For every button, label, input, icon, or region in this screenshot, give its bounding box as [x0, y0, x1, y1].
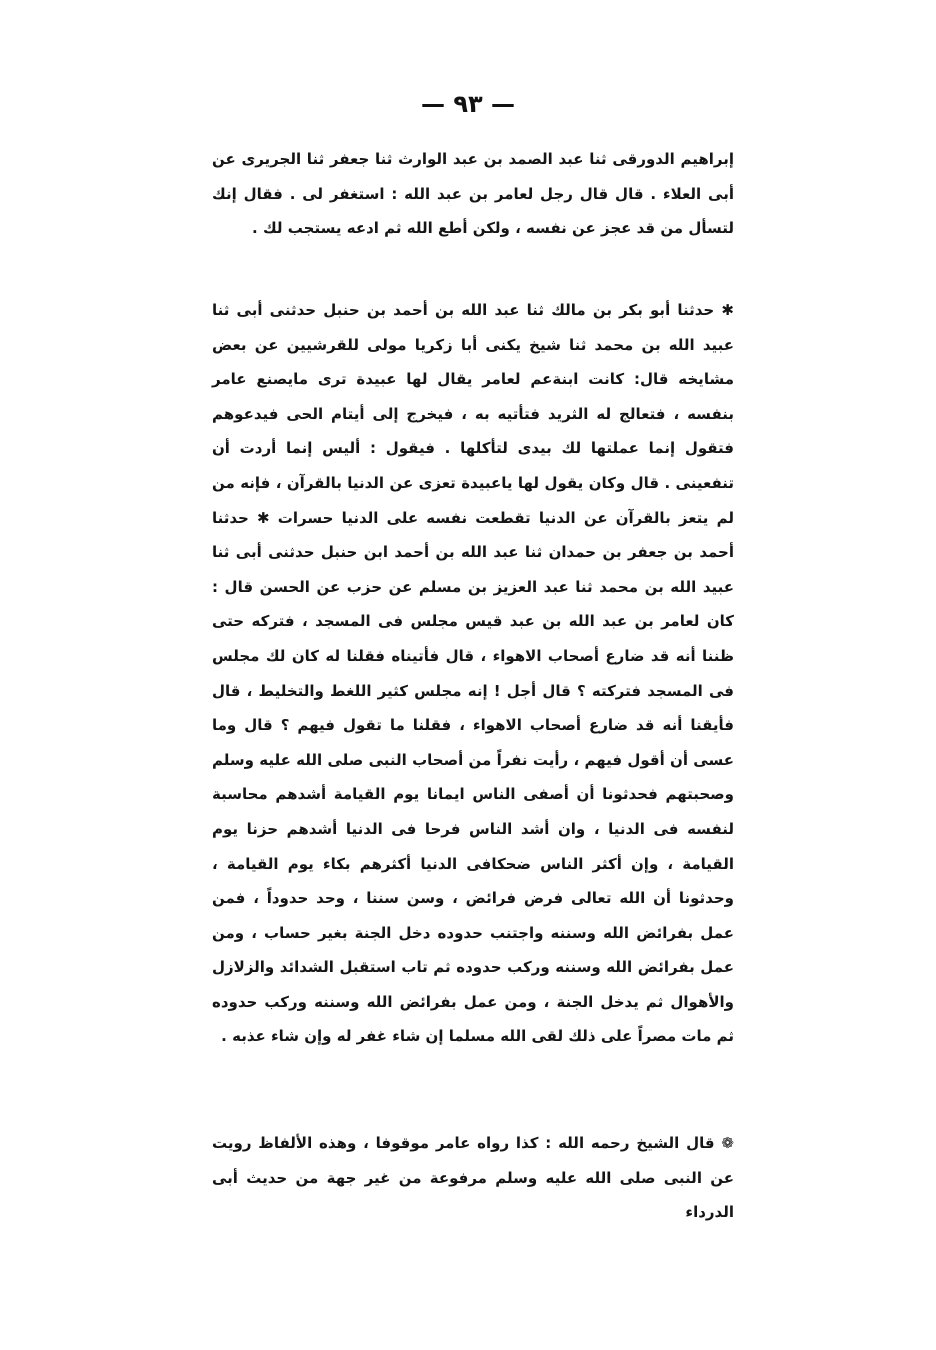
paragraph-3: [212, 1126, 734, 1230]
paragraph-1: إبراهيم الدورقى ثنا عبد الصمد بن عبد الوارث ثنا جعفر ثنا الجريرى عن أبى العلاء . قال قال رجل لعامر بن عبد الله : استغفر لى . فقال إنك لتسأل من قد عجز عن نفسه ، ولكن أطع الله ثم ادعه يستجب لك .: [212, 150, 734, 238]
paragraph-2: [212, 293, 734, 1054]
asterisk-ornament-icon: ✱: [721, 301, 734, 319]
page-number: — ٩٣ —: [420, 90, 515, 118]
paragraph-2-text: حدثنا أبو بكر بن مالك ثنا عبد الله بن أحمد بن حنبل حدثنى أبى ثنا عبيد الله بن محمد ثنا شيخ يكنى أبا زكريا مولى للقرشيين عن بعض مشايخه قال: كانت ابنةعم لعامر يقال لها عبيدة ترى مايصنع عامر بنفسه ، فتعالج له الثريد فتأتيه به ، فيخرج إلى أيتام الحى فيدعوهم فتقول إنما عملتها لك بيدى لتأكلها . فيقول : أليس إنما أردت أن تنفعينى . قال وكان يقول لها ياعبيدة تعزى عن الدنيا بالقرآن ، فإنه من لم يتعز بالقرآن عن الدنيا تقطعت نفسه على الدنيا حسرات ✱ حدثنا أحمد بن جعفر بن حمدان ثنا عبد الله بن أحمد ابن حنبل حدثنى أبى ثنا عبيد الله بن محمد ثنا عبد العزيز بن مسلم عن حزب عن الحسن قال : كان لعامر بن عبد الله بن عبد قيس مجلس فى المسجد ، فتركه حتى ظننا أنه قد ضارع أصحاب الاهواء ، قال فأتيناه فقلنا له كان لك مجلس فى المسجد فتركته ؟ قال أجل ! إنه مجلس كثير اللغط والتخليط ، قال فأيقنا أنه قد ضارع أصحاب الاهواء ، فقلنا ما تقول فيهم ؟ قال وما عسى أن أقول فيهم ، رأيت نفراً من أصحاب النبى صلى الله عليه وسلم وصحبتهم فحدثونا أن أصفى الناس ايمانا يوم القيامة أشدهم محاسبة لنفسه فى الدنيا ، وان أشد الناس فرحا فى الدنيا أشدهم حزنا يوم القيامة ، وإن أكثر الناس ضحكافى الدنيا أكثرهم بكاء يوم القيامة ، وحدثونا أن الله تعالى فرض فرائض ، وسن سننا ، وحد حدوداً ، فمن عمل بفرائض الله وسننه واجتنب حدوده دخل الجنة بغير حساب ، ومن عمل بفرائض الله وسننه وركب حدوده ثم تاب استقبل الشدائد والزلازل والأهوال ثم يدخل الجنة ، ومن عمل بفرائض الله وسننه وركب حدوده ثم مات مصراً على ذلك لقى الله مسلما إن شاء غفر له وإن شاء عذبه .: [212, 301, 734, 1046]
flower-ornament-icon: ❁: [721, 1134, 734, 1152]
paragraph-3-text: قال الشيخ رحمه الله : كذا رواه عامر موقوفا ، وهذه الألفاظ رويت عن النبى صلى الله عليه وسلم مرفوعة من غير جهة من حديث أبى الدرداء: [212, 1134, 734, 1222]
